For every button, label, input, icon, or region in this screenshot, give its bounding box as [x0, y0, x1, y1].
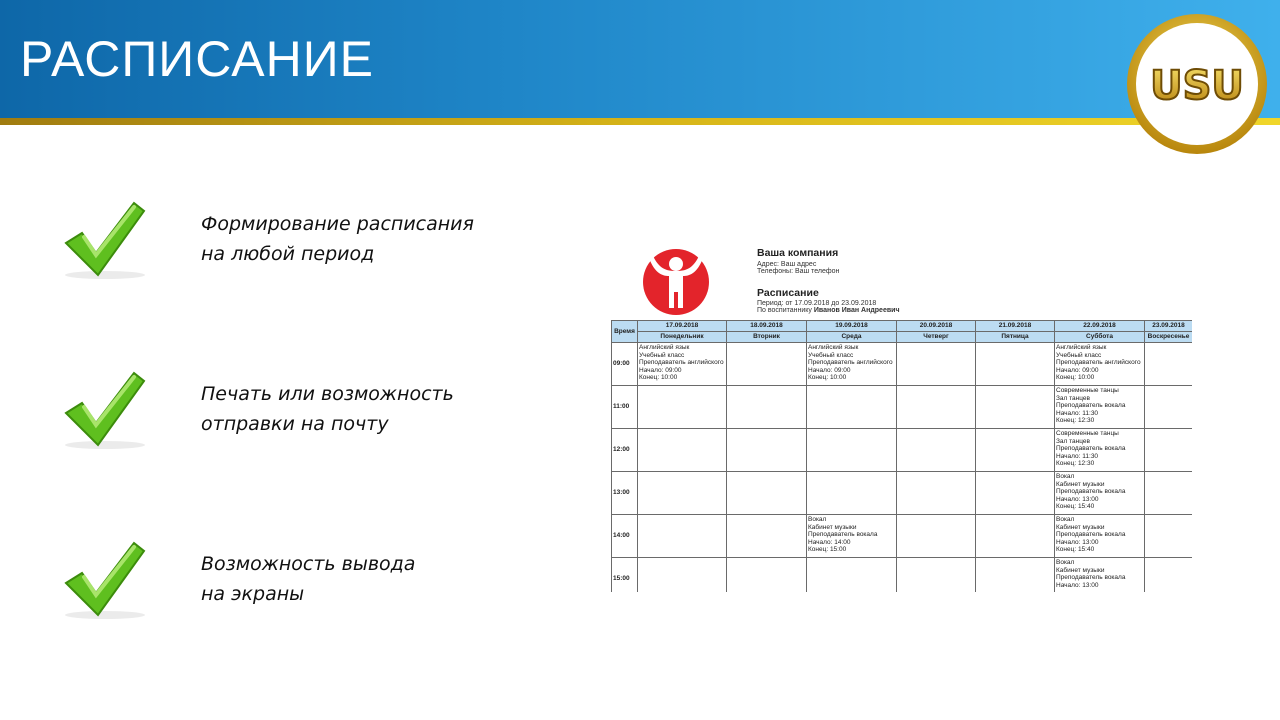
schedule-cell [638, 386, 727, 429]
lesson-line: Преподаватель вокала [808, 531, 878, 539]
schedule-cell [638, 429, 727, 472]
schedule-cell [807, 515, 897, 558]
checkmark-icon [60, 369, 152, 453]
lesson-line: Преподаватель вокала [1056, 445, 1126, 453]
lesson-line: Начало: 13:00 [1056, 581, 1099, 589]
doc-address: Адрес: Ваш адрес [757, 261, 817, 268]
lesson-line: Английский язык [1056, 344, 1107, 351]
lesson-line: Преподаватель английского [1056, 359, 1141, 367]
lesson-line: Кабинет музыки [1056, 523, 1105, 531]
lesson-line: Конец: 10:00 [639, 374, 678, 382]
table-row [612, 472, 1193, 515]
feature-line: на экраны [201, 583, 305, 605]
lesson-line: Учебный класс [1056, 351, 1102, 359]
schedule-cell [807, 386, 897, 429]
lesson-line: Зал танцев [1056, 394, 1090, 402]
schedule-cell [1145, 472, 1193, 515]
lesson-line: Конец: 15:40 [1056, 546, 1095, 554]
day-header: Вторник [727, 332, 807, 343]
date-header: 19.09.2018 [807, 321, 897, 332]
schedule-cell [638, 558, 727, 593]
date-header: 18.09.2018 [727, 321, 807, 332]
schedule-cell [727, 558, 807, 593]
lesson-line: Начало: 09:00 [1056, 366, 1099, 374]
feature-line: отправки на почту [201, 413, 389, 435]
day-header: Суббота [1055, 332, 1145, 343]
schedule-cell [807, 343, 897, 386]
schedule-cell [807, 558, 897, 593]
feature-line: Формирование расписания [201, 213, 474, 235]
doc-company: Ваша компания [757, 247, 839, 259]
doc-phones: Телефоны: Ваш телефон [757, 268, 840, 275]
feature-line: на любой период [201, 243, 375, 265]
schedule-cell [727, 386, 807, 429]
day-header: Пятница [976, 332, 1055, 343]
lesson-line: Конец: 15:00 [808, 546, 847, 554]
feature-item [60, 199, 540, 289]
table-row [612, 429, 1193, 472]
lesson-line: Кабинет музыки [1056, 480, 1105, 488]
doc-heading: Расписание [757, 287, 819, 299]
usu-logo [1126, 13, 1268, 155]
schedule-cell [1055, 515, 1145, 558]
lesson-line: Вокал [1056, 516, 1075, 523]
table-row [612, 558, 1193, 593]
date-header: 17.09.2018 [638, 321, 727, 332]
schedule-cell [976, 343, 1055, 386]
schedule-cell [638, 472, 727, 515]
schedule-cell [897, 472, 976, 515]
lesson-line: Начало: 09:00 [808, 366, 851, 374]
lesson-line: Начало: 14:00 [808, 538, 851, 546]
lesson-line: Вокал [1056, 473, 1075, 480]
schedule-cell [1055, 472, 1145, 515]
schedule-cell [976, 386, 1055, 429]
lesson-line: Преподаватель вокала [1056, 488, 1126, 496]
time-cell: 12:00 [612, 429, 638, 472]
schedule-cell [897, 343, 976, 386]
lesson-line: Преподаватель английского [808, 359, 893, 367]
date-header: 23.09.2018 [1145, 321, 1193, 332]
schedule-cell [638, 515, 727, 558]
lesson-line: Английский язык [808, 344, 859, 351]
time-header: Время [612, 321, 638, 343]
lesson-line: Начало: 13:00 [1056, 495, 1099, 503]
child-logo-icon [641, 246, 711, 318]
lesson-line: Конец: 10:00 [1056, 374, 1095, 382]
feature-line: Возможность вывода [201, 553, 416, 575]
day-header: Понедельник [638, 332, 727, 343]
schedule-cell [807, 429, 897, 472]
schedule-cell [727, 515, 807, 558]
schedule-cell [807, 472, 897, 515]
lesson-line: Вокал [808, 516, 827, 523]
time-cell: 13:00 [612, 472, 638, 515]
day-header: Воскресенье [1145, 332, 1193, 343]
lesson-line: Начало: 09:00 [639, 366, 682, 374]
table-row [612, 515, 1193, 558]
doc-student-name: Иванов Иван Андреевич [813, 307, 900, 314]
lesson-line: Преподаватель вокала [1056, 402, 1126, 410]
lesson-line: Преподаватель английского [639, 359, 724, 367]
feature-line: Печать или возможность [201, 383, 454, 405]
schedule-cell [1145, 386, 1193, 429]
lesson-line: Вокал [1056, 559, 1075, 566]
lesson-line: Английский язык [639, 344, 690, 351]
schedule-cell [897, 386, 976, 429]
lesson-line: Конец: 12:30 [1056, 417, 1095, 425]
lesson-line: Преподаватель вокала [1056, 531, 1126, 539]
schedule-cell [976, 515, 1055, 558]
lesson-line: Начало: 11:30 [1056, 409, 1099, 417]
schedule-cell [897, 558, 976, 593]
lesson-line: Зал танцев [1056, 437, 1090, 445]
schedule-cell [638, 343, 727, 386]
day-header: Четверг [897, 332, 976, 343]
lesson-line: Преподаватель вокала [1056, 574, 1126, 582]
schedule-cell [1055, 343, 1145, 386]
schedule-cell [1145, 558, 1193, 593]
lesson-line: Кабинет музыки [1056, 566, 1105, 574]
date-header: 21.09.2018 [976, 321, 1055, 332]
schedule-cell [976, 429, 1055, 472]
time-cell: 15:00 [612, 558, 638, 593]
schedule-cell [976, 558, 1055, 593]
lesson-line: Кабинет музыки [808, 523, 857, 531]
schedule-cell [976, 472, 1055, 515]
lesson-line: Современные танцы [1056, 430, 1119, 437]
table-row [612, 386, 1193, 429]
doc-period: Период: от 17.09.2018 до 23.09.2018 [757, 300, 877, 307]
schedule-cell [1145, 429, 1193, 472]
schedule-cell [727, 343, 807, 386]
lesson-line: Начало: 11:30 [1056, 452, 1099, 460]
feature-item [60, 539, 540, 629]
header-stripe [0, 118, 1280, 125]
schedule-cell [727, 472, 807, 515]
time-cell: 09:00 [612, 343, 638, 386]
table-row [612, 343, 1193, 386]
feature-item [60, 369, 540, 459]
lesson-line: Учебный класс [639, 351, 685, 359]
schedule-cell [1145, 515, 1193, 558]
schedule-cell [727, 429, 807, 472]
checkmark-icon [60, 539, 152, 623]
time-cell: 14:00 [612, 515, 638, 558]
schedule-document [611, 236, 1192, 592]
schedule-cell [1055, 558, 1145, 593]
date-header: 22.09.2018 [1055, 321, 1145, 332]
lesson-line: Учебный класс [808, 351, 854, 359]
day-header: Среда [807, 332, 897, 343]
page-title: РАСПИСАНИЕ [20, 31, 374, 87]
logo-text: USU [1150, 63, 1244, 109]
schedule-cell [1055, 429, 1145, 472]
time-cell: 11:00 [612, 386, 638, 429]
schedule-cell [1145, 343, 1193, 386]
schedule-cell [897, 429, 976, 472]
lesson-line: Начало: 13:00 [1056, 538, 1099, 546]
date-header: 20.09.2018 [897, 321, 976, 332]
schedule-cell [897, 515, 976, 558]
lesson-line: Конец: 15:40 [1056, 503, 1095, 511]
lesson-line: Конец: 10:00 [808, 374, 847, 382]
schedule-cell [1055, 386, 1145, 429]
lesson-line: Современные танцы [1056, 387, 1119, 394]
checkmark-icon [60, 199, 152, 283]
schedule-table [611, 320, 1192, 592]
lesson-line: Конец: 12:30 [1056, 460, 1095, 468]
doc-student-prefix: По воспитаннику [757, 307, 812, 314]
doc-student [757, 307, 900, 314]
